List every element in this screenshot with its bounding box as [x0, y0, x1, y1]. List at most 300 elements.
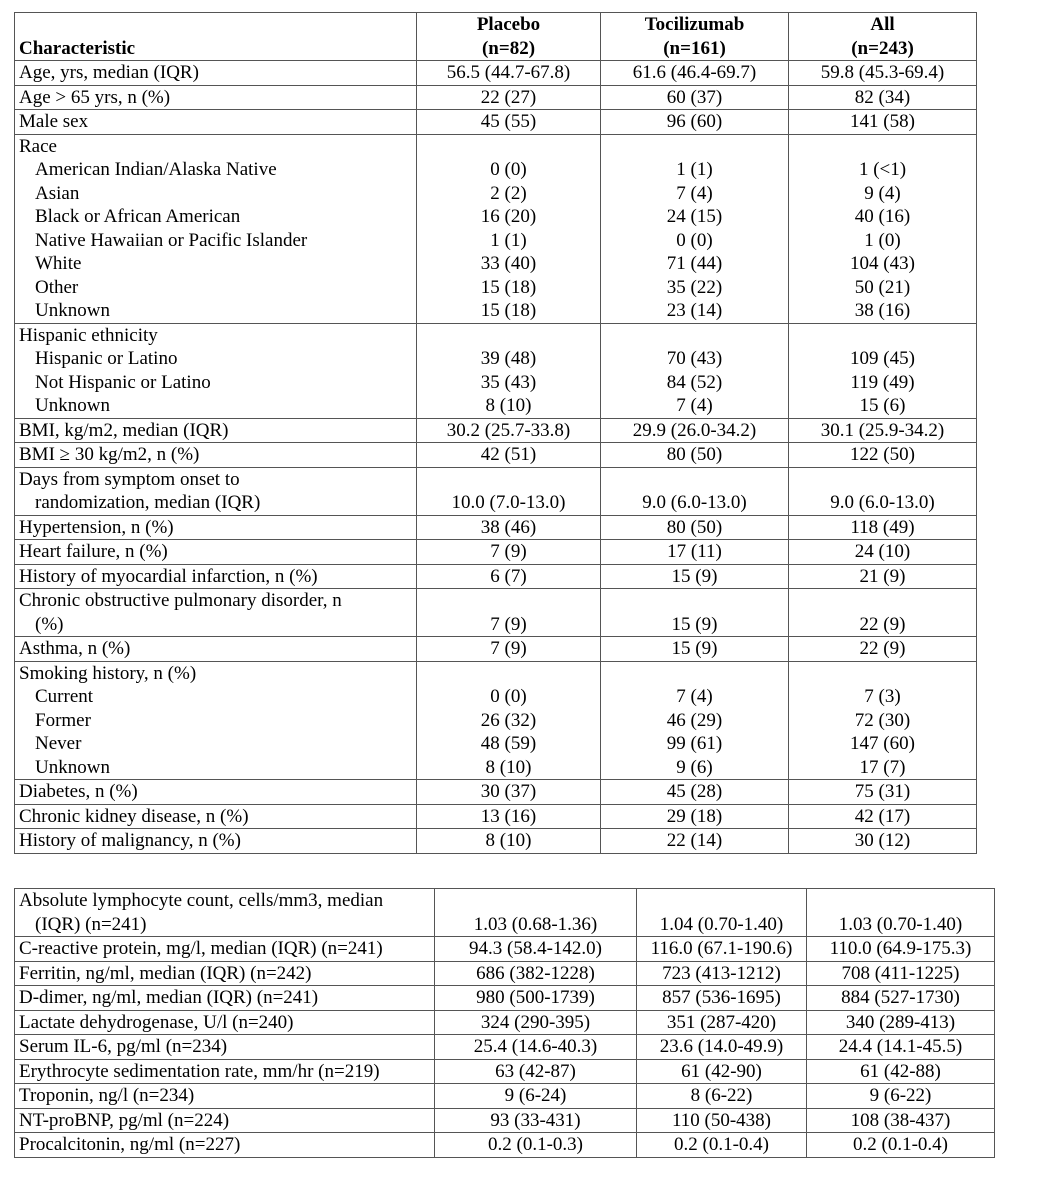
value-text: 84 (52) — [666, 371, 723, 393]
value-cell-all — [789, 418, 977, 443]
value-cell-tocilizumab — [637, 1010, 807, 1035]
table-row — [15, 443, 977, 468]
row-label-text: Race — [19, 135, 57, 157]
row-label — [15, 61, 417, 86]
value-text: 9 (4) — [864, 182, 901, 204]
table-row — [15, 661, 977, 780]
value-text: 21 (9) — [859, 565, 906, 587]
row-label-text: Lactate dehydrogenase, U/l (n=240) — [19, 1011, 294, 1033]
value-text: 0 (0) — [490, 159, 527, 180]
value-text: 23.6 (14.0-49.9) — [659, 1036, 784, 1057]
row-label — [15, 110, 417, 135]
value-cell-tocilizumab — [601, 540, 789, 565]
value-cell-tocilizumab — [601, 467, 789, 515]
row-label-text: Diabetes, n (%) — [19, 781, 138, 802]
value-text: 118 (49) — [850, 516, 915, 538]
value-cell-placebo — [417, 829, 601, 854]
value-text: 24 (15) — [666, 206, 723, 227]
row-label — [15, 323, 417, 418]
value-text: 141 (58) — [850, 111, 915, 132]
sub-category-label: Hispanic or Latino — [35, 348, 178, 369]
value-cell-all — [807, 986, 995, 1011]
header-tocilizumab: Tocilizumab (n=161) — [601, 13, 789, 61]
value-text: 147 (60) — [850, 733, 915, 754]
value-text: 7 (3) — [864, 686, 901, 707]
value-text: 1 (<1) — [858, 159, 907, 180]
value-cell-all — [807, 961, 995, 986]
value-cell-placebo — [417, 85, 601, 110]
value-text: 104 (43) — [850, 253, 915, 274]
value-text: 24 (10) — [854, 541, 911, 562]
row-label-text: Serum IL-6, pg/ml (n=234) — [19, 1036, 228, 1057]
row-label — [15, 961, 435, 986]
value-cell-placebo — [417, 564, 601, 589]
value-text: 30.2 (25.7-33.8) — [446, 419, 571, 441]
row-label-text: Chronic kidney disease, n (%) — [19, 805, 249, 827]
value-cell-all — [789, 61, 977, 86]
value-cell-all — [789, 443, 977, 468]
value-cell-tocilizumab — [637, 1084, 807, 1109]
value-text: 1.03 (0.70-1.40) — [838, 913, 963, 935]
value-text: 7 (9) — [490, 638, 527, 659]
value-text: 9.0 (6.0-13.0) — [830, 492, 935, 513]
table-row — [15, 1059, 995, 1084]
value-text: 108 (38-437) — [850, 1109, 951, 1131]
value-cell-placebo — [435, 1133, 637, 1158]
value-text: 1.03 (0.68-1.36) — [473, 913, 598, 935]
value-text: 8 (10) — [485, 395, 532, 416]
value-text: 63 (42-87) — [495, 1060, 576, 1082]
value-cell-placebo — [417, 418, 601, 443]
value-text: 13 (16) — [480, 805, 537, 827]
value-text: 29 (18) — [666, 805, 723, 827]
row-label-text: Hypertension, n (%) — [19, 516, 174, 538]
value-cell-placebo — [435, 1035, 637, 1060]
value-cell-placebo — [417, 540, 601, 565]
value-text: 61 (42-88) — [860, 1060, 941, 1082]
value-cell-placebo — [417, 637, 601, 662]
sub-category-label: Not Hispanic or Latino — [35, 371, 211, 393]
sub-category-label: Former — [35, 709, 91, 731]
value-cell-tocilizumab — [601, 515, 789, 540]
table-row — [15, 937, 995, 962]
value-cell-placebo — [417, 443, 601, 468]
value-text: 80 (50) — [666, 444, 723, 465]
table-row — [15, 780, 977, 805]
value-text: 75 (31) — [854, 781, 911, 802]
value-text: 35 (43) — [480, 371, 537, 393]
value-text: 35 (22) — [666, 276, 723, 298]
sub-category-label: Asian — [35, 182, 80, 204]
value-cell-placebo — [417, 467, 601, 515]
value-text: 15 (18) — [480, 300, 537, 321]
value-text: 6 (7) — [490, 565, 527, 587]
row-label-text: Procalcitonin, ng/ml (n=227) — [19, 1134, 241, 1155]
value-text: 8 (10) — [485, 830, 532, 851]
header-row — [15, 13, 977, 61]
row-label-text: NT-proBNP, pg/ml (n=224) — [19, 1109, 230, 1131]
value-cell-placebo — [435, 1084, 637, 1109]
value-text: 96 (60) — [666, 111, 723, 132]
value-cell-tocilizumab — [637, 1059, 807, 1084]
value-cell-all — [807, 1108, 995, 1133]
row-label — [15, 1133, 435, 1158]
value-text: 30 (12) — [854, 830, 911, 851]
value-cell-tocilizumab — [637, 1133, 807, 1158]
value-cell-all — [807, 1059, 995, 1084]
value-cell-placebo — [435, 889, 637, 937]
value-text: 39 (48) — [480, 348, 537, 369]
row-label — [15, 443, 417, 468]
table-row — [15, 804, 977, 829]
value-cell-placebo — [435, 961, 637, 986]
value-text: 15 (9) — [671, 565, 718, 587]
value-text: 17 (7) — [859, 756, 906, 778]
value-text: 33 (40) — [480, 253, 537, 274]
value-cell-placebo — [435, 1059, 637, 1084]
sub-category-label: Never — [35, 733, 82, 754]
value-cell-all — [789, 829, 977, 854]
table-row — [15, 418, 977, 443]
value-cell-placebo — [417, 134, 601, 323]
value-text: 22 (9) — [859, 638, 906, 659]
value-text: 61 (42-90) — [681, 1060, 762, 1082]
value-cell-tocilizumab — [601, 323, 789, 418]
value-text: 7 (9) — [490, 613, 527, 635]
value-text: 71 (44) — [666, 253, 723, 274]
value-cell-all — [789, 780, 977, 805]
row-label-text: Male sex — [19, 111, 89, 132]
row-label — [15, 85, 417, 110]
value-text: 109 (45) — [850, 348, 915, 369]
table-row — [15, 1010, 995, 1035]
table-row — [15, 961, 995, 986]
value-cell-placebo — [435, 1108, 637, 1133]
row-label — [15, 1059, 435, 1084]
row-label — [15, 1084, 435, 1109]
value-text: 9.0 (6.0-13.0) — [642, 492, 747, 513]
value-cell-tocilizumab — [601, 637, 789, 662]
value-text: 0.2 (0.1-0.4) — [674, 1134, 769, 1155]
row-label — [15, 986, 435, 1011]
value-cell-tocilizumab — [601, 661, 789, 780]
value-cell-all — [789, 85, 977, 110]
table-row — [15, 564, 977, 589]
value-text: 723 (413-1212) — [662, 962, 781, 984]
header-all: All (n=243) — [789, 13, 977, 61]
value-text: 38 (16) — [854, 300, 911, 321]
value-text: 45 (55) — [480, 111, 537, 132]
value-cell-tocilizumab — [601, 564, 789, 589]
value-cell-tocilizumab — [601, 443, 789, 468]
value-text: 110.0 (64.9-175.3) — [829, 938, 972, 959]
table-row — [15, 110, 977, 135]
value-text: 0.2 (0.1-0.4) — [853, 1134, 948, 1155]
value-text: 22 (14) — [666, 830, 723, 851]
row-label-text: Age, yrs, median (IQR) — [19, 62, 199, 83]
row-label — [15, 1010, 435, 1035]
table-row — [15, 85, 977, 110]
sub-category-label: American Indian/Alaska Native — [35, 159, 277, 180]
value-text: 42 (17) — [854, 805, 911, 827]
row-label-text: Chronic obstructive pulmonary disorder, n — [19, 590, 342, 611]
row-label — [15, 467, 417, 515]
header-characteristic: Characteristic — [15, 13, 417, 61]
value-cell-all — [807, 889, 995, 937]
value-text: 9 (6-24) — [504, 1085, 567, 1106]
value-cell-tocilizumab — [601, 85, 789, 110]
value-cell-tocilizumab — [601, 110, 789, 135]
sub-category-label: Current — [35, 686, 94, 707]
value-cell-all — [789, 804, 977, 829]
sub-category-label: Unknown — [35, 300, 110, 321]
row-label — [15, 540, 417, 565]
value-text: 7 (4) — [676, 395, 713, 416]
table-row — [15, 467, 977, 515]
value-cell-tocilizumab — [601, 589, 789, 637]
value-text: 116.0 (67.1-190.6) — [650, 938, 793, 959]
row-label-text: C-reactive protein, mg/l, median (IQR) (n=241) — [19, 938, 383, 959]
value-text: 351 (287-420) — [666, 1011, 777, 1033]
value-text: 8 (10) — [485, 756, 532, 778]
value-text: 7 (9) — [490, 541, 527, 562]
value-text: 980 (500-1739) — [476, 987, 595, 1008]
value-text: 1 (1) — [676, 159, 713, 180]
value-cell-all — [789, 515, 977, 540]
table-row — [15, 1035, 995, 1060]
value-cell-tocilizumab — [637, 1108, 807, 1133]
table-row — [15, 889, 995, 937]
value-cell-all — [789, 564, 977, 589]
table-row — [15, 1133, 995, 1158]
sub-category-label: randomization, median (IQR) — [35, 492, 261, 513]
row-label — [15, 889, 435, 937]
value-text: 17 (11) — [667, 541, 722, 562]
value-text: 61.6 (46.4-69.7) — [632, 62, 757, 83]
table-row — [15, 986, 995, 1011]
table-row — [15, 829, 977, 854]
value-cell-placebo — [417, 804, 601, 829]
value-cell-placebo — [435, 986, 637, 1011]
row-label-text: Absolute lymphocyte count, cells/mm3, median — [19, 890, 384, 911]
row-label-text: BMI ≥ 30 kg/m2, n (%) — [19, 444, 200, 465]
row-label-text: Days from symptom onset to — [19, 468, 240, 490]
value-cell-all — [807, 937, 995, 962]
value-cell-all — [807, 1084, 995, 1109]
row-label — [15, 564, 417, 589]
table-row — [15, 540, 977, 565]
row-label-text: Age > 65 yrs, n (%) — [19, 86, 171, 108]
value-text: 94.3 (58.4-142.0) — [469, 938, 602, 959]
value-text: 1 (0) — [864, 229, 901, 251]
value-text: 0 (0) — [490, 686, 527, 707]
value-text: 324 (290-395) — [480, 1011, 591, 1033]
value-cell-placebo — [417, 110, 601, 135]
row-label — [15, 637, 417, 662]
sub-category-label: Unknown — [35, 395, 110, 416]
value-text: 82 (34) — [854, 86, 911, 108]
table-row — [15, 1108, 995, 1133]
row-label-text: D-dimer, ng/ml, median (IQR) (n=241) — [19, 987, 319, 1008]
value-cell-tocilizumab — [637, 961, 807, 986]
value-cell-placebo — [417, 515, 601, 540]
value-cell-tocilizumab — [637, 1035, 807, 1060]
sub-category-label: (IQR) (n=241) — [35, 913, 147, 935]
value-text: 22 (9) — [859, 613, 906, 635]
row-label — [15, 418, 417, 443]
value-cell-tocilizumab — [601, 780, 789, 805]
value-text: 56.5 (44.7-67.8) — [446, 62, 571, 83]
table-row — [15, 1084, 995, 1109]
value-cell-placebo — [417, 780, 601, 805]
value-text: 99 (61) — [666, 733, 723, 754]
table-row — [15, 637, 977, 662]
value-cell-tocilizumab — [637, 986, 807, 1011]
table-row — [15, 589, 977, 637]
value-text: 26 (32) — [480, 709, 537, 731]
sub-category-label: (%) — [35, 613, 64, 635]
value-text: 30.1 (25.9-34.2) — [820, 419, 945, 441]
value-text: 340 (289-413) — [845, 1011, 956, 1033]
value-cell-all — [789, 110, 977, 135]
value-text: 30 (37) — [480, 781, 537, 802]
value-text: 122 (50) — [850, 444, 915, 465]
table-row — [15, 61, 977, 86]
value-cell-tocilizumab — [601, 829, 789, 854]
value-text: 15 (9) — [671, 613, 718, 635]
value-text: 0 (0) — [676, 229, 713, 251]
row-label-text: Asthma, n (%) — [19, 638, 131, 659]
value-text: 15 (6) — [859, 395, 906, 416]
value-text: 10.0 (7.0-13.0) — [451, 492, 566, 513]
value-text: 60 (37) — [666, 86, 723, 108]
value-cell-placebo — [417, 61, 601, 86]
row-label — [15, 134, 417, 323]
value-text: 24.4 (14.1-45.5) — [838, 1036, 963, 1057]
baseline-characteristics-table — [14, 12, 977, 854]
row-label-text: Ferritin, ng/ml, median (IQR) (n=242) — [19, 962, 312, 984]
sub-category-label: Native Hawaiian or Pacific Islander — [35, 229, 308, 251]
row-label-text: Troponin, ng/l (n=234) — [19, 1085, 195, 1106]
row-label — [15, 1035, 435, 1060]
value-text: 72 (30) — [854, 709, 911, 731]
value-cell-all — [807, 1133, 995, 1158]
value-text: 7 (4) — [676, 686, 713, 707]
sub-category-label: Other — [35, 276, 79, 298]
value-text: 23 (14) — [666, 300, 723, 321]
value-text: 50 (21) — [854, 276, 911, 298]
value-text: 42 (51) — [480, 444, 537, 465]
value-text: 46 (29) — [666, 709, 723, 731]
row-label — [15, 780, 417, 805]
row-label-text: Heart failure, n (%) — [19, 541, 168, 562]
value-cell-tocilizumab — [601, 134, 789, 323]
value-text: 29.9 (26.0-34.2) — [632, 419, 757, 441]
row-label-text: Hispanic ethnicity — [19, 324, 158, 346]
row-label-text: Erythrocyte sedimentation rate, mm/hr (n=219) — [19, 1060, 380, 1082]
row-label — [15, 937, 435, 962]
value-cell-placebo — [417, 323, 601, 418]
value-cell-tocilizumab — [601, 804, 789, 829]
value-text: 59.8 (45.3-69.4) — [820, 62, 945, 83]
row-label-text: BMI, kg/m2, median (IQR) — [19, 419, 229, 441]
value-cell-placebo — [417, 589, 601, 637]
sub-category-label: Black or African American — [35, 206, 241, 227]
value-text: 0.2 (0.1-0.3) — [488, 1134, 583, 1155]
table-row — [15, 134, 977, 323]
row-label — [15, 589, 417, 637]
value-cell-all — [789, 661, 977, 780]
value-text: 93 (33-431) — [490, 1109, 581, 1131]
value-text: 8 (6-22) — [690, 1085, 753, 1106]
value-cell-tocilizumab — [601, 418, 789, 443]
value-text: 45 (28) — [666, 781, 723, 802]
value-text: 40 (16) — [854, 206, 911, 227]
row-label — [15, 804, 417, 829]
value-cell-all — [789, 323, 977, 418]
row-label-text: History of malignancy, n (%) — [19, 830, 241, 851]
value-text: 2 (2) — [490, 182, 527, 204]
sub-category-label: Unknown — [35, 756, 110, 778]
value-text: 70 (43) — [666, 348, 723, 369]
value-text: 110 (50-438) — [671, 1109, 772, 1131]
value-cell-all — [789, 637, 977, 662]
value-cell-tocilizumab — [637, 889, 807, 937]
value-text: 48 (59) — [480, 733, 537, 754]
value-text: 22 (27) — [480, 86, 537, 108]
sub-category-label: White — [35, 253, 82, 274]
value-text: 1.04 (0.70-1.40) — [659, 913, 784, 935]
value-cell-all — [807, 1010, 995, 1035]
value-cell-all — [807, 1035, 995, 1060]
row-label — [15, 829, 417, 854]
value-text: 1 (1) — [490, 229, 527, 251]
value-cell-all — [789, 467, 977, 515]
value-text: 15 (18) — [480, 276, 537, 298]
value-text: 884 (527-1730) — [841, 987, 960, 1008]
value-cell-all — [789, 540, 977, 565]
header-placebo: Placebo (n=82) — [417, 13, 601, 61]
value-cell-tocilizumab — [601, 61, 789, 86]
value-text: 119 (49) — [850, 371, 915, 393]
value-text: 857 (536-1695) — [662, 987, 781, 1008]
row-label — [15, 515, 417, 540]
value-cell-placebo — [417, 661, 601, 780]
row-label-text: History of myocardial infarction, n (%) — [19, 565, 318, 587]
table-row — [15, 323, 977, 418]
value-text: 25.4 (14.6-40.3) — [473, 1036, 598, 1057]
value-cell-all — [789, 589, 977, 637]
value-cell-all — [789, 134, 977, 323]
value-cell-placebo — [435, 937, 637, 962]
value-text: 16 (20) — [480, 206, 537, 227]
value-text: 7 (4) — [676, 182, 713, 204]
row-label — [15, 1108, 435, 1133]
value-cell-placebo — [435, 1010, 637, 1035]
table-row — [15, 515, 977, 540]
row-label-text: Smoking history, n (%) — [19, 662, 197, 684]
row-label — [15, 661, 417, 780]
value-text: 15 (9) — [671, 638, 718, 659]
value-text: 686 (382-1228) — [476, 962, 595, 984]
laboratory-values-table — [14, 888, 995, 1158]
value-text: 9 (6-22) — [869, 1085, 932, 1106]
value-text: 38 (46) — [480, 516, 537, 538]
value-cell-tocilizumab — [637, 937, 807, 962]
value-text: 9 (6) — [676, 756, 713, 778]
value-text: 80 (50) — [666, 516, 723, 538]
value-text: 708 (411-1225) — [841, 962, 960, 984]
